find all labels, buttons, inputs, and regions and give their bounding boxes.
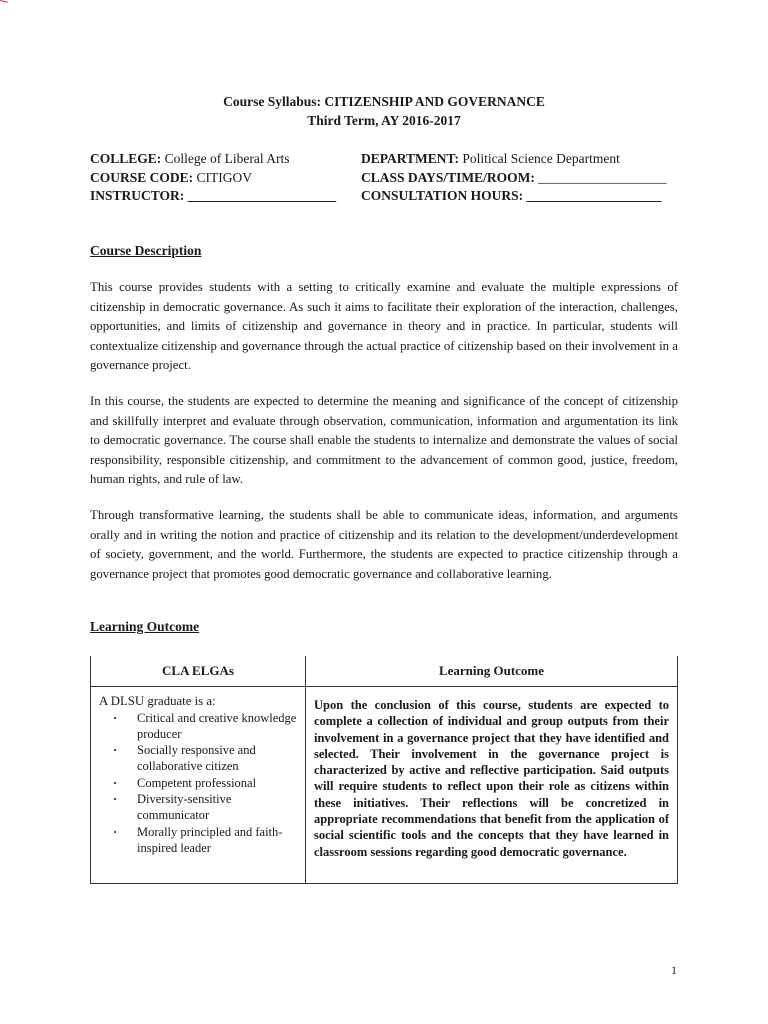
instructor-value: ______________________ <box>187 188 337 203</box>
instructor-field <box>90 187 361 206</box>
elga-column-header: CLA ELGAs <box>91 656 306 687</box>
learning-outcome-table <box>90 656 678 884</box>
elga-list <box>91 710 305 857</box>
department-field <box>361 150 620 169</box>
consultation-value: ____________________ <box>526 188 662 203</box>
syllabus-term: Third Term, AY 2016-2017 <box>307 113 461 128</box>
course-meta <box>90 150 690 206</box>
consultation-field <box>361 187 662 206</box>
elga-cell <box>91 687 306 884</box>
table-row <box>91 687 678 884</box>
course-code-value: CITIGOV <box>196 169 253 185</box>
page-number: 1 <box>671 963 677 977</box>
list-item: · Diversity-sensitive communicator <box>111 791 305 824</box>
course-code-field <box>90 169 361 188</box>
course-description-heading: Course Description <box>90 243 202 258</box>
outcome-text: Upon the conclusion of this course, students are expected to complete a collection of individual and group outputs from their involvement in a governance project that they have identified and selected. Their involvement in the governance project is characterized by active and reflective participation. Said outputs will require students to reflect upon their role as citizens within these initiatives. Their reflections will be concretized in appropriate recommendations that benefit from the application of social scientific tools and the concepts that they have learned in classroom sessions regarding good democratic governance. <box>314 698 669 859</box>
department-value: Political Science Department <box>462 151 620 166</box>
meta-row-course-code <box>90 169 690 188</box>
list-item: · Socially responsive and collaborative citizen <box>111 742 305 775</box>
meta-row-instructor <box>90 187 690 206</box>
instructor-label: INSTRUCTOR: <box>90 188 185 203</box>
list-item: · Critical and creative knowledge producer <box>111 710 305 743</box>
description-paragraph-3: Through transformative learning, the students shall be able to communicate ideas, information, and arguments orally and in writing the notion and practice of citizenship and its relation to the development/underdevelopment of society, government, and the world. Furthermore, the students are expected to practice citizenship through a governance project that promotes good democratic governance and collaborative learning. <box>90 508 678 581</box>
list-item: · Competent professional <box>111 775 305 791</box>
class-days-label: CLASS DAYS/TIME/ROOM: <box>361 169 535 185</box>
syllabus-header <box>0 92 768 130</box>
table-header-row <box>91 656 678 687</box>
college-field <box>90 150 361 169</box>
learning-outcome-heading: Learning Outcome <box>90 619 200 634</box>
elga-intro: A DLSU graduate is a: <box>99 694 216 708</box>
syllabus-title: Course Syllabus: CITIZENSHIP AND GOVERNANCE <box>223 94 545 109</box>
course-code-label: COURSE CODE: <box>90 169 194 185</box>
description-paragraph-1: This course provides students with a setting to critically examine and evaluate the multiple expressions of citizenship in democratic governance. As such it aims to facilitate their exploration of the interaction, challenges, opportunities, and limits of citizenship and governance in theory and in practice. In particular, students will contextualize citizenship and governance through the actual practice of citizenship based on their involvement in a governance project. <box>90 280 678 372</box>
meta-row-college <box>90 150 690 169</box>
college-value: College of Liberal Arts <box>164 151 290 166</box>
outcome-cell <box>306 687 678 884</box>
description-paragraph-2: In this course, the students are expected to determine the meaning and significance of the concept of citizenship and skillfully interpret and evaluate through observation, communication, information and argumentation its link to democratic governance. The course shall enable the students to internalize and demonstrate the values of social responsibility, responsible citizenship, and commitment to the advancement of common good, justice, freedom, human rights, and rule of law. <box>90 394 678 486</box>
consultation-label: CONSULTATION HOURS: <box>361 188 524 203</box>
list-item: · Morally principled and faith-inspired leader <box>111 824 305 857</box>
class-days-value: ___________________ <box>538 169 667 185</box>
outcome-column-header: Learning Outcome <box>306 656 678 687</box>
corner-mark <box>0 0 8 7</box>
college-label: COLLEGE: <box>90 151 162 166</box>
class-days-field <box>361 169 667 188</box>
department-label: DEPARTMENT: <box>361 151 460 166</box>
